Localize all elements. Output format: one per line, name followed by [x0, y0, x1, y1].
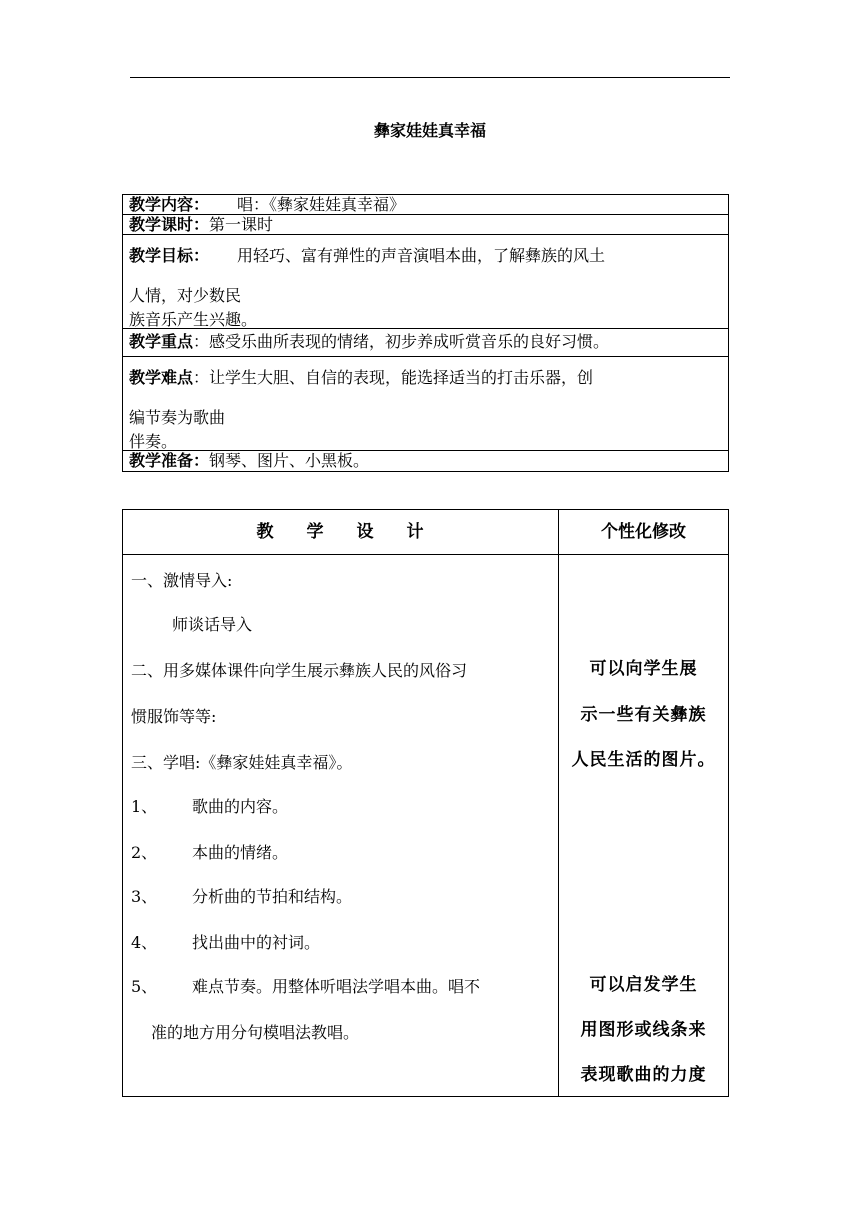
lesson-info-table [122, 194, 729, 472]
key-label: 教学重点 [129, 332, 194, 351]
design-line: 师谈话导入 [172, 615, 253, 634]
content-label: 教学内容： [129, 195, 210, 214]
design-line: 惯服饰等等: [131, 707, 217, 726]
lesson-row [123, 215, 728, 235]
design-line: 本曲的情绪。 [192, 843, 289, 862]
design-line: 一、激情导入: [131, 571, 233, 590]
goal-text-3: 族音乐产生兴趣。 [129, 310, 258, 329]
note-line: 可以向学生展 [589, 659, 698, 679]
difficulty-text-3: 伴奏。 [129, 432, 178, 451]
design-line: 歌曲的内容。 [192, 797, 289, 816]
prep-label: 教学准备： [129, 451, 210, 470]
list-number: 5、 [131, 977, 158, 996]
document-title: 彝家娃娃真幸福 [373, 121, 486, 140]
list-number: 2、 [131, 843, 158, 862]
design-line: 分析曲的节拍和结构。 [192, 887, 353, 906]
design-header: 教 学 设 计 [256, 522, 425, 542]
prep-value: 钢琴、图片、小黑板。 [209, 451, 370, 470]
list-number: 3、 [131, 887, 158, 906]
content-row [123, 195, 728, 215]
note-line: 用图形或线条来 [580, 1020, 707, 1040]
goal-text-2: 人情，对少数民 [129, 286, 242, 305]
teaching-design-table [122, 509, 729, 1097]
difficulty-label: 教学难点 [129, 368, 194, 387]
list-number: 4、 [131, 933, 158, 952]
goal-text-1: 用轻巧、富有弹性的声音演唱本曲，了解彝族的风土 [237, 246, 606, 265]
difficulty-text-2: 编节奏为歌曲 [129, 408, 226, 427]
goal-label: 教学目标： [129, 246, 210, 265]
prep-row [123, 451, 728, 471]
lesson-label: 教学课时： [129, 215, 210, 234]
design-line: 二、用多媒体课件向学生展示彝族人民的风俗习 [131, 661, 468, 680]
note-line: 示一些有关彝族 [580, 705, 707, 725]
note-line: 表现歌曲的力度 [580, 1065, 707, 1085]
header-rule [130, 77, 730, 78]
note-line: 可以启发学生 [589, 975, 698, 995]
key-value: ：感受乐曲所表现的情绪，初步养成听赏音乐的良好习惯。 [193, 332, 610, 351]
content-value: 唱：《彝家娃娃真幸福》 [237, 195, 406, 214]
design-line: 三、学唱:《彝家娃娃真幸福》。 [131, 753, 353, 772]
lesson-value: 第一课时 [209, 215, 274, 234]
goal-row [123, 235, 728, 329]
list-number: 1、 [131, 797, 158, 816]
design-line: 难点节奏。用整体听唱法学唱本曲。唱不 [192, 977, 481, 996]
difficulty-row [123, 357, 728, 451]
note-line: 人民生活的图片。 [571, 750, 716, 770]
difficulty-text-1: ：让学生大胆、自信的表现，能选择适当的打击乐器，创 [193, 368, 594, 387]
key-row [123, 329, 728, 357]
personalized-header: 个性化修改 [601, 522, 686, 542]
design-line: 准的地方用分句模唱法教唱。 [151, 1023, 360, 1042]
design-line: 找出曲中的衬词。 [192, 933, 321, 952]
